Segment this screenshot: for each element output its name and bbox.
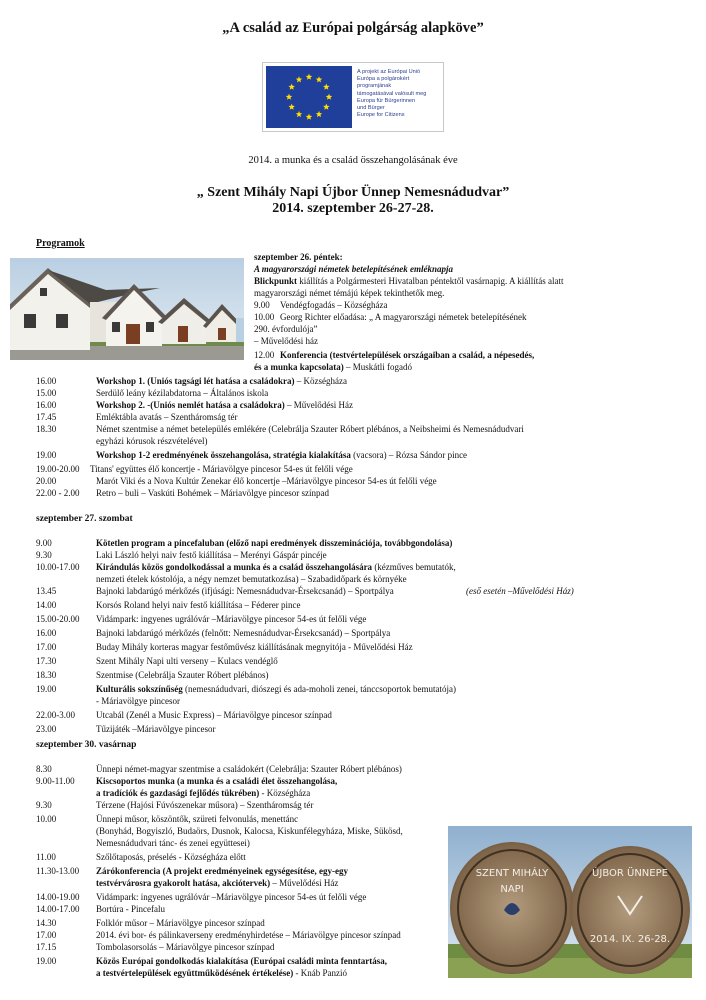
schedule-time: 10.00-17.00 [36,562,80,572]
schedule-time: 11.30-13.00 [36,866,80,876]
schedule-time: 19.00-20.00 [36,464,80,474]
schedule-time: 22.00 - 2.00 [36,488,80,498]
schedule-text: 290. évfordulója” [254,324,318,334]
schedule-text: nemzeti ételek kóstolója, a négy nemzet bemutatkozása) – Szabadidőpark és környéke [96,574,407,584]
schedule-text: a testvértelepülések együttműködésének értékelése) - Knáb Panzió [96,968,347,978]
schedule-text: Tűzijáték –Máriavölgye pincesor [96,724,216,734]
schedule-text: Térzene (Hajósi Fúvószenekar műsora) – Szentháromság tér [96,800,314,810]
day2-heading: szeptember 27. szombat [36,514,133,524]
eu-text-line: A projekt az Európai Unió [357,69,421,75]
schedule-text: Szent Mihály Napi ulti verseny – Kulacs vendéglő [96,656,278,666]
schedule-time: 15.00-20.00 [36,614,80,624]
schedule-text: Közös Európai gondolkodás kialakítása (Európai családi minta fenntartása, [96,956,388,966]
schedule-text: 2014. évi bor- és pálinkaverseny eredményhirdetése – Máriavölgye pincesor színpad [96,930,401,940]
schedule-text: Workshop 1. (Uniós tagsági lét hatása a családokra) – Községháza [96,376,348,386]
eu-text-line: und Bürger [357,105,385,112]
schedule-text: Zárókonferencia (A projekt eredményeinek egységesítése, egy-egy [96,866,348,876]
schedule-text: Ünnepi német-magyar szentmise a családokért (Celebrálja: Szauter Róbert plébános) [96,764,402,774]
eu-text-line: Európa a polgárokért [357,76,410,83]
barrel-left-text-2: NAPI [500,884,524,895]
eu-logo [262,62,444,132]
schedule-text: Vendégfogadás – Községháza [280,300,388,310]
eu-text-line: programjának [357,83,392,90]
schedule-text: Serdülő leány kézilabdatorna – Általános iskola [96,388,269,398]
schedule-time: 18.30 [36,424,57,434]
day1-intro [254,276,563,287]
schedule-text: Kötetlen program a pincefaluban (előző napi eredmények disszeminációja, továbbgondolása) [96,538,453,548]
schedule-text: Német szentmise a német betelepülés emlékére (Celebrálja Szauter Róbert plébános, a Neibsheimi és Nemesnádudvari [96,424,524,434]
schedule-text: Vidámpark: ingyenes ugrálóvár –Máriavölgye pincesor 54-es út felőli vége [96,614,367,624]
wine-barrels-photo [448,826,692,978]
day1-subheading: A magyarországi németek betelepítésének emléknapja [254,264,453,274]
schedule-time: 16.00 [36,376,57,386]
schedule-time: 17.45 [36,412,57,422]
schedule-time: 23.00 [36,724,57,734]
intro-rest: kiállítás a Polgármesteri Hivatalban péntektől vasárnapig. A kiállítás alatt [297,276,564,286]
document-title: „A család az Európai polgárság alapköve” [222,20,484,36]
schedule-text: Szőlőtaposás, préselés - Községháza előtt [96,852,246,862]
schedule-text: Titans' együttes élő koncertje - Máriavölgye pincesor 54-es út felőli vége [90,464,353,474]
schedule-time: 10.00 [36,814,57,824]
schedule-text: a tradíciók és gazdasági fejlődés tükrében) - Községháza [96,788,311,798]
schedule-text: Ünnepi műsor, köszöntők, szüreti felvonulás, menettánc [96,814,299,824]
schedule-text: egyházi kórusok részvételével) [96,436,208,446]
schedule-text: Georg Richter előadása: „ A magyarországi németek betelepítésének [280,312,527,322]
schedule-time: 17.00 [36,930,57,940]
schedule-text: (Bonyhád, Bogyiszló, Budaörs, Dusnok, Kalocsa, Kiskunfélegyháza, Miske, Sükösd, [96,826,403,836]
schedule-text: Bajnoki labdarúgó mérkőzés (ifjúsági: Nemesnádudvar-Érsekcsanád) – Sportpálya [96,586,394,596]
schedule-text: Marót Viki és a Nova Kultúr Zenekar élő koncertje –Máriavölgye pincesor 54-es út felőli vége [96,476,437,486]
schedule-text: Vidámpark: ingyenes ugrálóvár –Máriavölgye pincesor 54-es út felőli vége [96,892,367,902]
schedule-text: testvérvárosra gyakorolt hatása, akciótervek) – Művelődési Ház [96,878,339,888]
schedule-text: Konferencia (testvértelepülések országaiban a család, a népesedés, [280,350,535,360]
schedule-text: Emléktábla avatás – Szentháromság tér [96,412,238,422]
schedule-time: 8.30 [36,764,52,774]
schedule-text: Workshop 1-2 eredményének összehangolása, stratégia kialakítása (vacsora) – Rózsa Sándor pince [96,450,468,460]
schedule-time: 19.00 [36,450,57,460]
schedule-text: Kirándulás közös gondolkodással a munka és a család összehangolására (kézműves bemutatók, [96,562,456,572]
schedule-text: Nemesnádudvari tánc- és zenei együttesei) [96,838,250,848]
schedule-time: 16.00 [36,400,57,410]
intro-bold: Blickpunkt [254,276,298,286]
schedule-text: és a munka kapcsolata) – Muskátli fogadó [254,362,413,372]
schedule-time: 19.00 [36,684,57,694]
schedule-time: 9.00-11.00 [36,776,75,786]
programs-heading: Programok [36,238,85,249]
schedule-time: 14.00 [36,600,57,610]
eu-logo-text [357,69,426,119]
schedule-time: 19.00 [36,956,57,966]
schedule-text: Kiscsoportos munka (a munka és a családi élet összehangolása, [96,776,338,786]
schedule-time: 13.45 [36,586,57,596]
schedule-text: Korsós Roland helyi naiv festő kiállítása – Féderer pince [96,600,301,610]
schedule-time: 9.30 [36,550,52,560]
barrel-left-text-1: SZENT MIHÁLY [475,868,549,879]
day1-intro-line2: magyarországi német témájú képek tekinthetők meg. [254,288,445,298]
village-houses-photo [10,258,244,360]
schedule-time: 11.00 [36,852,56,862]
schedule-time: 22.00-3.00 [36,710,75,720]
schedule-time: 12.00 [254,350,275,360]
schedule-time: 15.00 [36,388,57,398]
event-title [0,185,706,217]
schedule-time: 14.00-17.00 [36,904,80,914]
schedule-text: - Máriavölgye pincesor [96,696,180,706]
eu-text-line: Europa für Bürgerinnen [357,97,416,104]
schedule-text: Utcabál (Zenél a Music Express) – Máriavölgye pincesor színpad [96,710,332,720]
schedule-text: Bajnoki labdarúgó mérkőzés (felnőtt: Nemesnádudvar-Érsekcsanád) – Sportpálya [96,628,391,638]
schedule-time: 17.00 [36,642,57,652]
schedule-text: Retro – buli – Vaskúti Bohémek – Máriavölgye pincesor színpad [96,488,330,498]
schedule-time: 9.00 [36,538,52,548]
eu-flag-icon [266,66,352,128]
schedule-text: Kulturális sokszínűség (nemesnádudvari, diószegi és ada-moholi zenei, tánccsoportok bemutatója) [96,684,456,694]
day3-heading: szeptember 30. vasárnap [36,740,137,750]
schedule-text: Laki László helyi naiv festő kiállítása – Merényi Gáspár pincéje [96,550,327,560]
schedule-time: 9.30 [36,800,52,810]
schedule-time: 14.00-19.00 [36,892,80,902]
schedule-time: 9.00 [254,300,270,310]
schedule-text: Szentmise (Celebrálja Szauter Róbert plébános) [96,670,269,680]
eu-text-line: Europe for Citizens [357,112,405,119]
schedule-text: – Művelődési ház [254,336,318,346]
schedule-time: 18.30 [36,670,57,680]
event-title-line1: „ Szent Mihály Napi Újbor Ünnep Nemesnádudvar” [196,185,510,200]
event-title-line2: 2014. szeptember 26-27-28. [272,201,434,216]
schedule-time: 17.30 [36,656,57,666]
schedule-text: Folklór műsor – Máriavölgye pincesor színpad [96,918,265,928]
day1-heading: szeptember 26. péntek: [254,252,343,262]
schedule-text: Tombolasorsolás – Máriavölgye pincesor színpad [96,942,275,952]
barrel-right-text-2: 2014. IX. 26-28. [589,934,671,945]
schedule-time: 17.15 [36,942,57,952]
schedule-time: 20.00 [36,476,57,486]
schedule-time: 10.00 [254,312,275,322]
schedule-text: Buday Mihály korteras magyar festőművész kiállításának megnyitója - Művelődési Ház [96,642,413,652]
schedule-text: Workshop 2. -(Uniós nemlét hatása a családokra) – Művelődési Ház [96,400,353,410]
schedule-time: 16.00 [36,628,57,638]
subtitle: 2014. a munka és a család összehangolásának éve [248,155,458,166]
schedule-text: Bortúra - Pincefalu [96,904,165,914]
eu-text-line: támogatásával valósult meg [357,90,427,97]
barrel-right-text-1: ÚJBOR ÜNNEPE [592,868,668,879]
schedule-text: (eső esetén –Művelődési Ház) [466,586,574,596]
schedule-time: 14.30 [36,918,57,928]
